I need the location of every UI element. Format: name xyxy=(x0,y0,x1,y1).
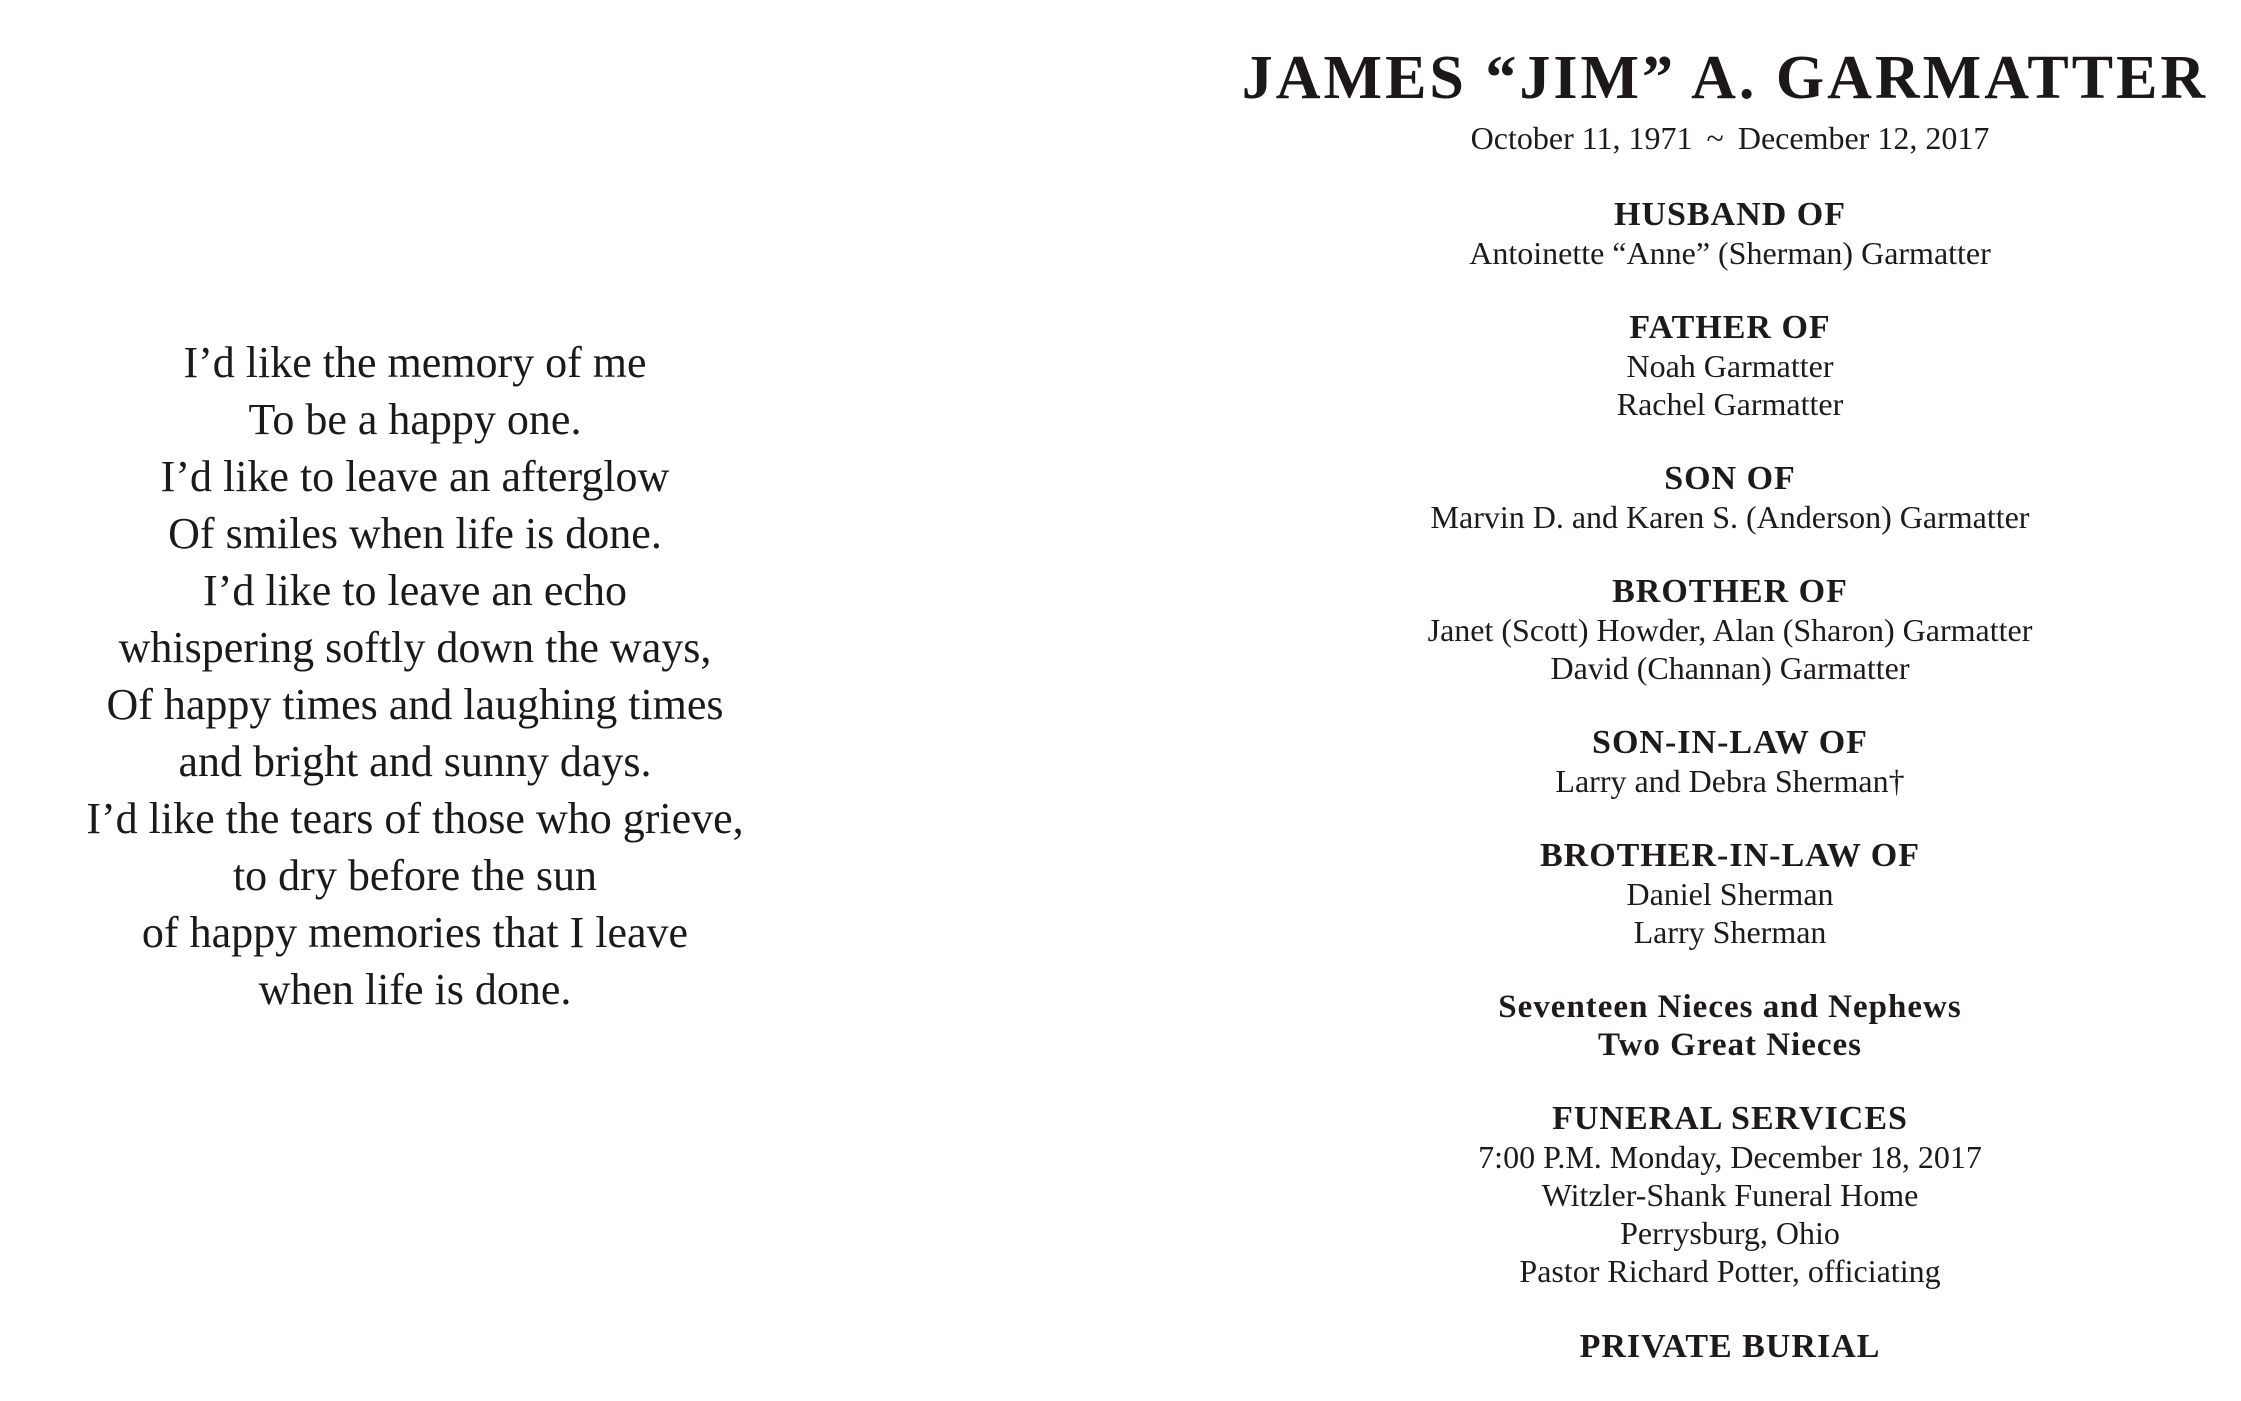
section-entry: Antoinette “Anne” (Sherman) Garmatter xyxy=(1469,235,1991,271)
section-entry: Perrysburg, Ohio xyxy=(1620,1215,1840,1251)
section-entry: Marvin D. and Karen S. (Anderson) Garmatter xyxy=(1430,499,2030,535)
section-entry: Larry and Debra Sherman† xyxy=(1555,763,1905,799)
section-heading: SON OF xyxy=(1664,460,1796,497)
poem-line: whispering softly down the ways, xyxy=(118,623,712,672)
poem-line: of happy memories that I leave xyxy=(141,908,689,957)
section-heading: PRIVATE BURIAL xyxy=(1579,1328,1881,1365)
date-separator: ~ xyxy=(1706,120,1724,156)
deceased-name: JAMES “JIM” A. GARMATTER xyxy=(1241,44,2209,112)
section-heading: BROTHER-IN-LAW OF xyxy=(1539,837,1921,874)
section-entry: Rachel Garmatter xyxy=(1616,386,1844,422)
poem-line: I’d like to leave an echo xyxy=(203,566,627,615)
relatives-line: Seventeen Nieces and Nephews xyxy=(1498,989,1962,1025)
section-entry: David (Channan) Garmatter xyxy=(1550,650,1910,686)
poem-line: Of happy times and laughing times xyxy=(106,680,724,729)
brother-section xyxy=(1300,573,2160,687)
son-in-law-section xyxy=(1300,724,2160,800)
section-entry: Larry Sherman xyxy=(1633,914,1827,950)
death-date: December 12, 2017 xyxy=(1737,120,1990,156)
brother-in-law-section xyxy=(1300,837,2160,951)
section-heading: BROTHER OF xyxy=(1612,573,1848,610)
section-heading: FUNERAL SERVICES xyxy=(1552,1100,1908,1137)
section-entry: Witzler-Shank Funeral Home xyxy=(1541,1177,1919,1213)
poem-page xyxy=(0,0,830,1401)
burial-section xyxy=(1300,1328,2160,1366)
poem-line: Of smiles when life is done. xyxy=(168,509,662,558)
poem-line: I’d like to leave an afterglow xyxy=(160,452,670,501)
section-entry: Pastor Richard Potter, officiating xyxy=(1519,1253,1941,1289)
father-section xyxy=(1300,309,2160,423)
poem-line: I’d like the memory of me xyxy=(183,338,647,387)
section-entry: Daniel Sherman xyxy=(1626,876,1834,912)
section-entry: 7:00 P.M. Monday, December 18, 2017 xyxy=(1478,1139,1982,1175)
husband-section xyxy=(1300,196,2160,272)
life-dates xyxy=(1300,118,2160,158)
section-entry: Noah Garmatter xyxy=(1626,348,1834,384)
poem-line: when life is done. xyxy=(258,965,572,1014)
section-heading: HUSBAND OF xyxy=(1614,196,1846,233)
relatives-section xyxy=(1300,988,2160,1064)
memorial-poem xyxy=(0,334,830,1018)
birth-date: October 11, 1971 xyxy=(1470,120,1693,156)
funeral-section xyxy=(1300,1100,2160,1290)
relatives-line: Two Great Nieces xyxy=(1597,1027,1863,1063)
poem-line: and bright and sunny days. xyxy=(178,737,652,786)
section-heading: SON-IN-LAW OF xyxy=(1592,724,1868,761)
poem-line: to dry before the sun xyxy=(232,851,598,900)
poem-line: I’d like the tears of those who grieve, xyxy=(86,794,744,843)
section-heading: FATHER OF xyxy=(1629,309,1831,346)
section-entry: Janet (Scott) Howder, Alan (Sharon) Garmatter xyxy=(1427,612,2033,648)
son-section xyxy=(1300,460,2160,536)
poem-line: To be a happy one. xyxy=(248,395,582,444)
